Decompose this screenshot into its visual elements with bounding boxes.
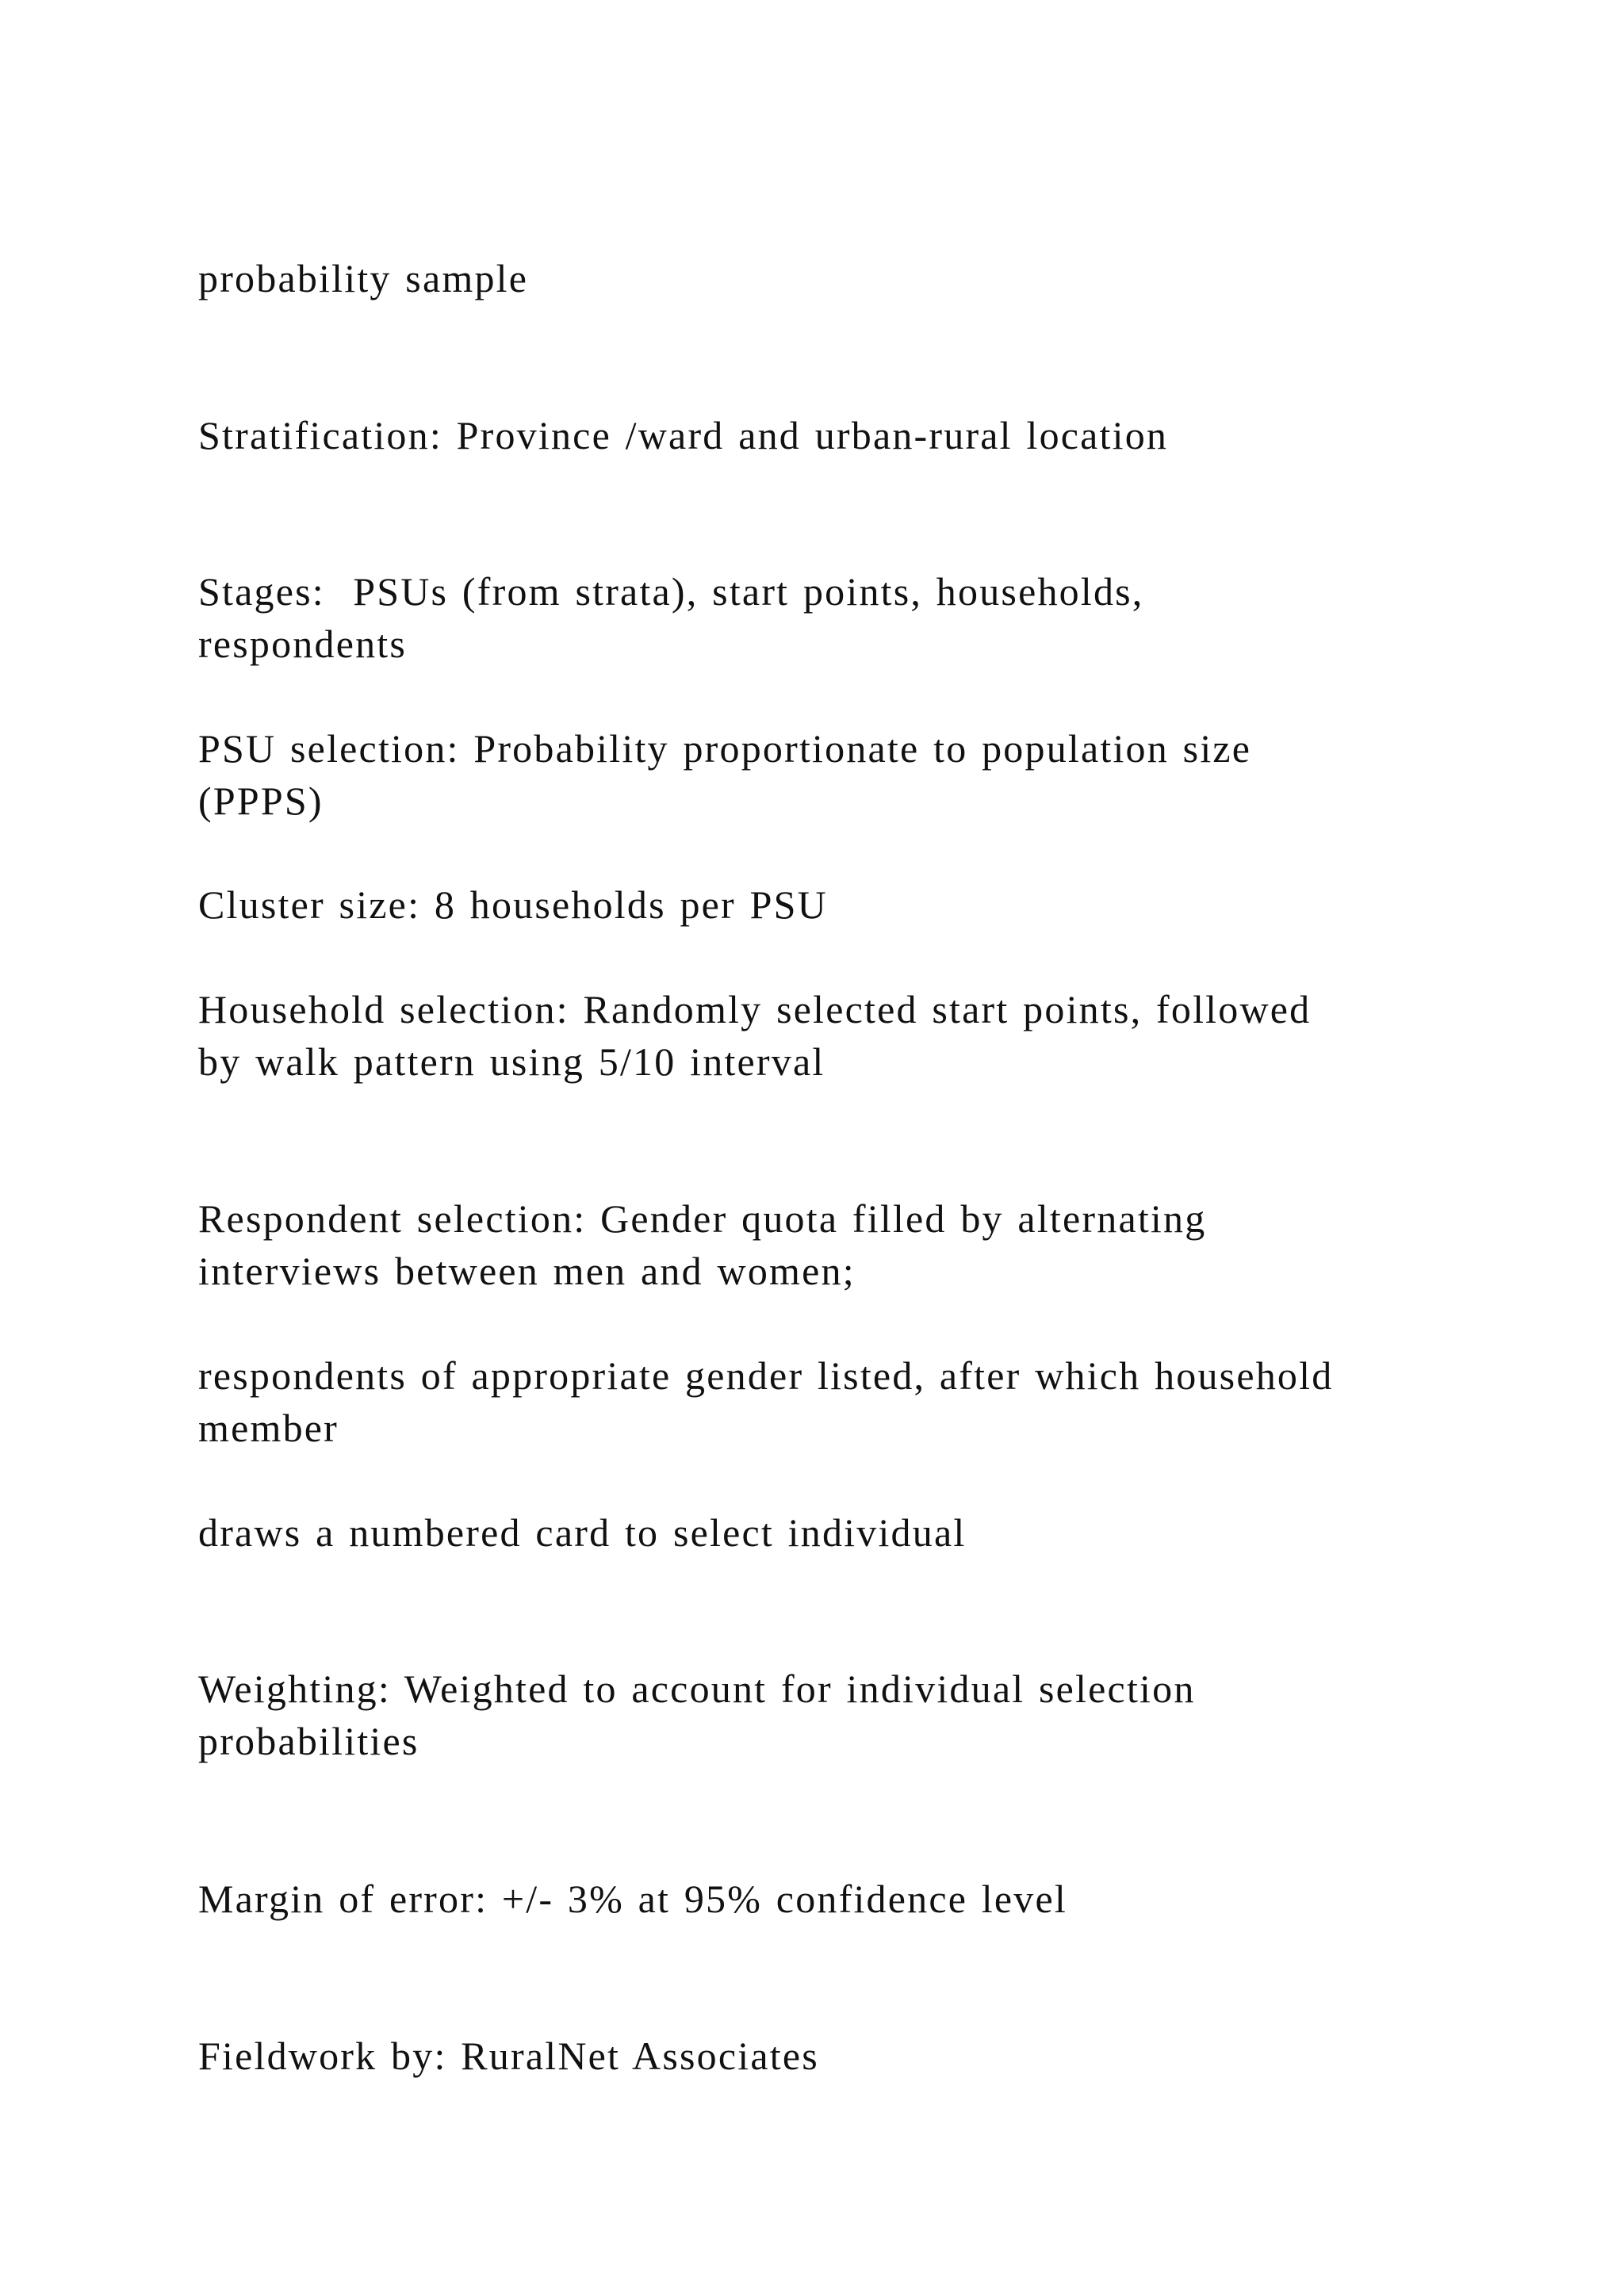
paragraph-stages: Stages: PSUs (from strata), start points, households, respondents: [198, 569, 1144, 666]
paragraph-stratification: Stratification: Province /ward and urban-rural location: [198, 413, 1169, 457]
paragraph-respondent-selection: Respondent selection: Gender quota filled by alternating interviews between men and women;: [198, 1196, 1207, 1293]
paragraph-psu-selection: PSU selection: Probability proportionate to population size (PPPS): [198, 726, 1252, 823]
paragraph-respondents-listed: respondents of appropriate gender listed, after which household member: [198, 1353, 1334, 1450]
paragraph-margin-of-error: Margin of error: +/- 3% at 95% confidence level: [198, 1877, 1067, 1921]
paragraph-weighting: Weighting: Weighted to account for individual selection probabilities: [198, 1667, 1196, 1763]
paragraph-fieldwork: Fieldwork by: RuralNet Associates: [198, 2034, 819, 2078]
paragraph-numbered-card: draws a numbered card to select individual: [198, 1510, 967, 1555]
paragraph-cluster-size: Cluster size: 8 households per PSU: [198, 882, 828, 927]
paragraph-household-selection: Household selection: Randomly selected start points, followed by walk pattern using 5/10 interval: [198, 987, 1312, 1084]
paragraph-sample-type: probability sample: [198, 256, 529, 300]
